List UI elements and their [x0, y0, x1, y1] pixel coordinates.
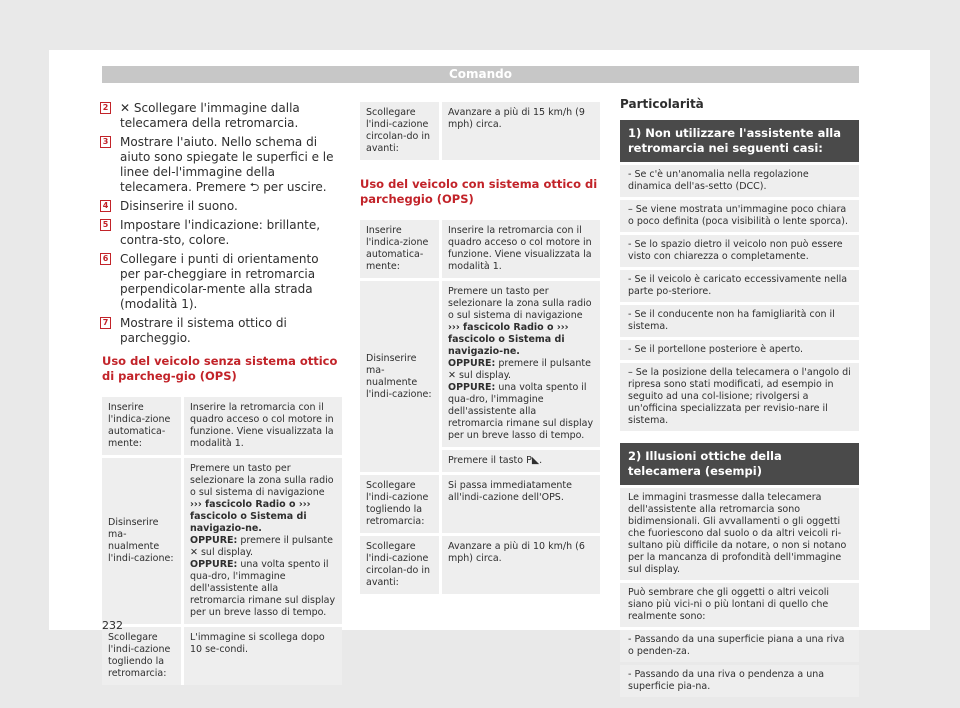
- row-key: Inserire l'indica-zione automatica-mente:: [360, 220, 442, 278]
- table-continued: [360, 99, 600, 163]
- row-key: Scollegare l'indi-cazione togliendo la retromarcia:: [360, 475, 442, 533]
- row-value: Inserire la retromarcia con il quadro acceso o col motore in funzione. Viene visualizzata la modalità 1.: [442, 220, 600, 278]
- step-item: [102, 218, 342, 248]
- step-text: Impostare l'indicazione: brillante, contra-sto, colore.: [120, 218, 321, 247]
- table-row: [360, 220, 600, 278]
- step-number: 7: [100, 317, 111, 329]
- list-item: - Passando da una riva o pendenza a una superficie pia-na.: [620, 665, 859, 697]
- step-number: 3: [100, 136, 111, 148]
- column-middle: [360, 99, 600, 597]
- table-row: [102, 397, 342, 455]
- step-item: [102, 135, 342, 195]
- step-item: [102, 252, 342, 312]
- row-key: Scollegare l'indi-cazione circolan-do in avanti:: [360, 536, 442, 594]
- row-value: Avanzare a più di 15 km/h (9 mph) circa.: [442, 102, 600, 160]
- row-key: Disinserire ma-nualmente l'indi-cazione:: [360, 281, 442, 472]
- step-text: ✕ Scollegare l'immagine dalla telecamera della retromarcia.: [120, 101, 300, 130]
- table-row: [360, 475, 600, 533]
- list-item: Le immagini trasmesse dalla telecamera dell'assistente alla retromarcia sono bidimensionali. Gli avvallamenti o gli oggetti che fuoriescono dal suolo o da altri veicoli ri-sultano più difficile da notare, o non si notano per la mancanza di profondità dell'immagine sul display.: [620, 488, 859, 580]
- section-title-without-ops: Uso del veicolo senza sistema ottico di parcheg-gio (OPS): [102, 354, 338, 383]
- table-without-ops: [102, 394, 342, 688]
- section-header: Comando: [102, 66, 859, 83]
- row-key: Scollegare l'indi-cazione togliendo la retromarcia:: [102, 627, 184, 685]
- row-value: L'immagine si scollega dopo 10 se-condi.: [184, 627, 342, 685]
- table-row: [360, 281, 600, 447]
- table-row: [102, 627, 342, 685]
- page-number: 232: [102, 619, 123, 632]
- list-item: - Se il portellone posteriore è aperto.: [620, 340, 859, 360]
- table-row: [360, 536, 600, 594]
- warning-box-heading: 1) Non utilizzare l'assistente alla retromarcia nei seguenti casi:: [620, 120, 859, 162]
- text-segment: una volta spento il qua-dro, l'immagine dell'assistente alla retromarcia rimane sul display per un breve lasso di tempo.: [190, 559, 336, 618]
- text-segment: OPPURE:: [448, 382, 496, 393]
- row-value: Premere il tasto P◣.: [442, 450, 600, 472]
- column-left: [102, 101, 342, 688]
- text-segment: ››› fascicolo Radio o ››› fascicolo o Sistema di navigazio-ne.: [448, 322, 569, 357]
- text-segment: ››› fascicolo Radio o ››› fascicolo o Sistema di navigazio-ne.: [190, 499, 311, 534]
- section-title-with-ops: Uso del veicolo con sistema ottico di parcheggio (OPS): [360, 177, 598, 206]
- table-with-ops: [360, 217, 600, 597]
- step-number: 5: [100, 219, 111, 231]
- list-item: - Se il veicolo è caricato eccessivamente nella parte po-steriore.: [620, 270, 859, 302]
- table-row: [360, 102, 600, 160]
- step-item: [102, 199, 342, 214]
- list-item: - Se il conducente non ha famigliarità con il sistema.: [620, 305, 859, 337]
- step-number: 4: [100, 200, 111, 212]
- list-item: - Passando da una superficie piana a una riva o penden-za.: [620, 630, 859, 662]
- step-number: 6: [100, 253, 111, 265]
- column-right: [620, 97, 859, 697]
- row-key: Inserire l'indica-zione automatica-mente:: [102, 397, 184, 455]
- list-item: – Se la posizione della telecamera o l'angolo di ripresa sono stati modificati, ad esempio in seguito ad una col-lisione; rivolgersi a un'officina specializzata per revisio-nare il sistema.: [620, 363, 859, 431]
- row-value: Inserire la retromarcia con il quadro acceso o col motore in funzione. Viene visualizzata la modalità 1.: [184, 397, 342, 455]
- step-text: Mostrare il sistema ottico di parcheggio.: [120, 316, 287, 345]
- text-segment: premere il pulsante ✕ sul display.: [448, 358, 591, 381]
- step-item: [102, 316, 342, 346]
- row-key: Scollegare l'indi-cazione circolan-do in avanti:: [360, 102, 442, 160]
- text-segment: OPPURE:: [190, 535, 238, 546]
- text-segment: una volta spento il qua-dro, l'immagine dell'assistente alla retromarcia rimane sul display per un breve lasso di tempo.: [448, 382, 594, 441]
- text-segment: OPPURE:: [448, 358, 496, 369]
- step-number: 2: [100, 102, 111, 114]
- row-value: [184, 458, 342, 624]
- text-segment: Premere un tasto per selezionare la zona sulla radio o sul sistema di navigazione: [190, 463, 334, 498]
- text-segment: premere il pulsante ✕ sul display.: [190, 535, 333, 558]
- row-key: Disinserire ma-nualmente l'indi-cazione:: [102, 458, 184, 624]
- row-value: Avanzare a più di 10 km/h (6 mph) circa.: [442, 536, 600, 594]
- step-text: Disinserire il suono.: [120, 199, 238, 213]
- list-item: - Se c'è un'anomalia nella regolazione dinamica dell'as-setto (DCC).: [620, 165, 859, 197]
- row-value: Si passa immediatamente all'indi-cazione dell'OPS.: [442, 475, 600, 533]
- list-item: - Se lo spazio dietro il veicolo non può essere visto con chiarezza o completamente.: [620, 235, 859, 267]
- step-text: Collegare i punti di orientamento per par-cheggiare in retromarcia perpendicolar-mente alla strada (modalità 1).: [120, 252, 319, 311]
- step-text: Mostrare l'aiuto. Nello schema di aiuto sono spiegate le superfici e le linee del-l'immagine della telecamera. Premere ⮌ per uscire.: [120, 135, 334, 194]
- text-segment: Premere un tasto per selezionare la zona sulla radio o sul sistema di navigazione: [448, 286, 592, 321]
- particolarita-title: Particolarità: [620, 97, 704, 111]
- text-segment: OPPURE:: [190, 559, 238, 570]
- list-item: – Se viene mostrata un'immagine poco chiara o poco definita (poca visibilità o lente sporca).: [620, 200, 859, 232]
- step-item: [102, 101, 342, 131]
- warning-box-heading: 2) Illusioni ottiche della telecamera (esempi): [620, 443, 859, 485]
- table-row: [102, 458, 342, 624]
- row-value: [442, 281, 600, 447]
- list-item: Può sembrare che gli oggetti o altri veicoli siano più vici-ni o più lontani di quello che realmente sono:: [620, 583, 859, 627]
